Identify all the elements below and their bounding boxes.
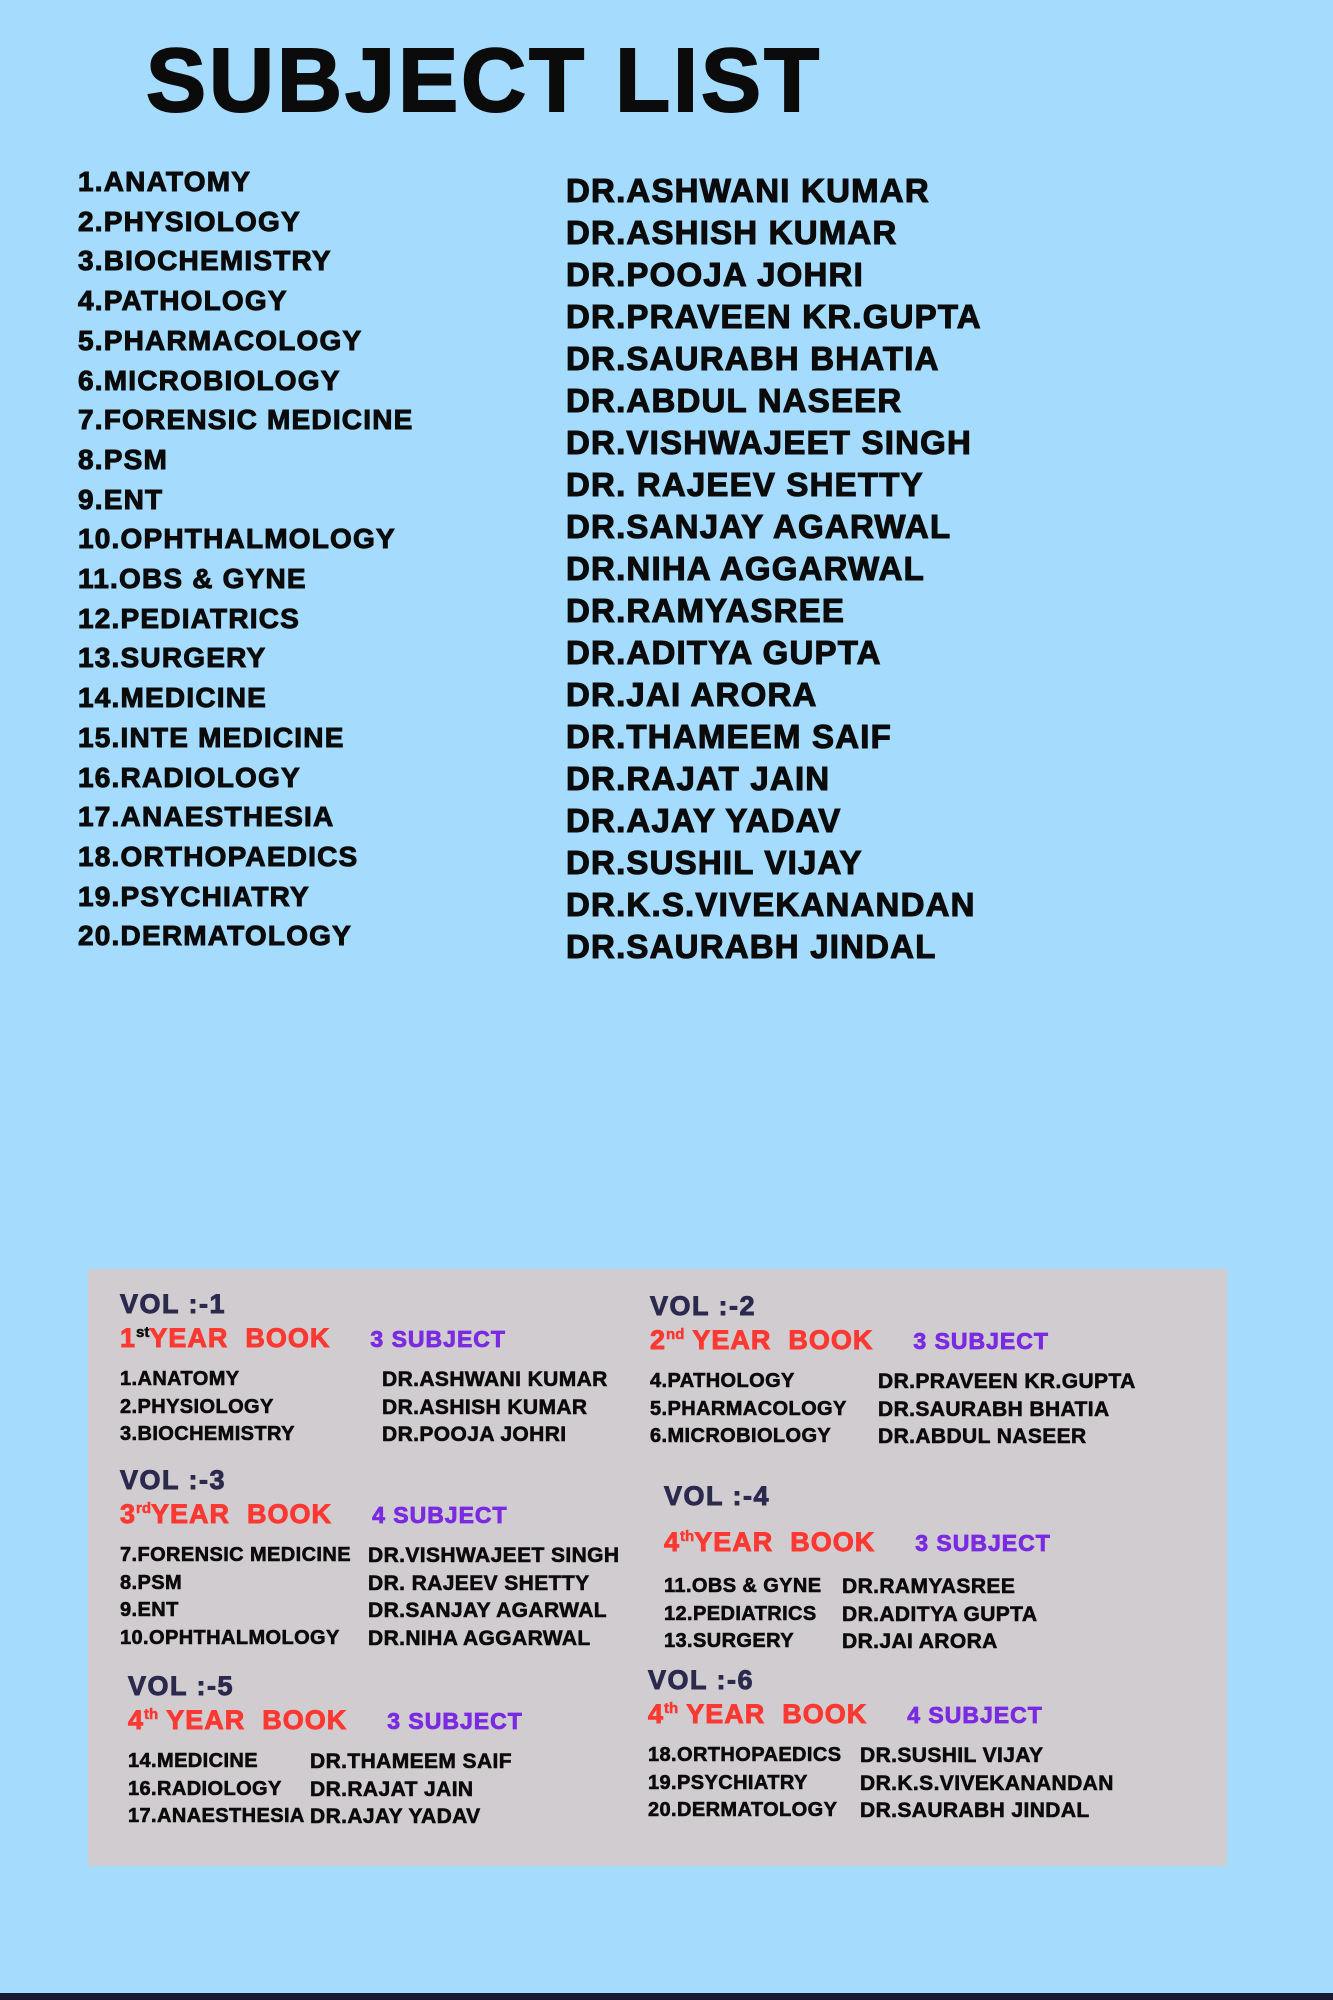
doctor-item: DR.AJAY YADAV <box>566 802 842 839</box>
volume-subject-item: 4.PATHOLOGY <box>650 1370 795 1392</box>
volume-subject-item: 2.PHYSIOLOGY <box>120 1395 274 1418</box>
volume-section <box>120 1289 608 1449</box>
volume-section <box>664 1481 1051 1656</box>
volume-subject-item: 20.DERMATOLOGY <box>648 1799 838 1821</box>
volume-section <box>650 1291 1136 1451</box>
subject-item: 5.PHARMACOLOGY <box>78 324 363 356</box>
volume-doctor-item: DR.ADITYA GUPTA <box>842 1602 1038 1626</box>
doctor-item: DR.NIHA AGGARWAL <box>566 550 925 587</box>
volume-doctor-list <box>860 1742 1114 1825</box>
volume-doctor-list <box>842 1573 1037 1656</box>
volume-year-line <box>120 1322 608 1359</box>
volume-doctor-item: DR.SAURABH BHATIA <box>878 1397 1110 1421</box>
volume-subject-item: 1.ANATOMY <box>120 1368 240 1390</box>
volume-subject-item: 19.PSYCHIATRY <box>648 1771 808 1794</box>
doctor-item: DR.ABDUL NASEER <box>566 382 903 419</box>
volume-doctor-item: DR.RAMYASREE <box>842 1575 1016 1598</box>
volume-label: VOL :-3 <box>120 1465 227 1495</box>
subject-item: 1.ANATOMY <box>78 166 252 197</box>
volume-subject-item: 5.PHARMACOLOGY <box>650 1397 847 1420</box>
year-ordinal-suffix: th <box>144 1706 159 1723</box>
volume-subject-item: 3.BIOCHEMISTRY <box>120 1423 295 1445</box>
subject-count-badge: 4 SUBJECT <box>372 1502 508 1528</box>
volume-section <box>128 1671 523 1831</box>
year-book-label: 4th YEAR BOOK <box>648 1699 868 1729</box>
volume-doctor-item: DR.VISHWAJEET SINGH <box>368 1544 620 1567</box>
volume-subject-item: 6.MICROBIOLOGY <box>650 1425 832 1447</box>
volume-doctor-item: DR.JAI ARORA <box>842 1630 998 1653</box>
volume-pairs <box>128 1748 523 1831</box>
volumes-panel <box>88 1269 1227 1866</box>
doctor-item: DR. RAJEEV SHETTY <box>566 466 924 503</box>
doctor-item: DR.POOJA JOHRI <box>566 256 864 293</box>
doctor-item: DR.SUSHIL VIJAY <box>566 844 863 881</box>
volume-label: VOL :-5 <box>128 1671 235 1701</box>
subject-item: 7.FORENSIC MEDICINE <box>78 404 414 436</box>
subject-item: 20.DERMATOLOGY <box>78 920 353 952</box>
volume-pairs <box>648 1742 1114 1825</box>
volume-year-line <box>664 1526 1051 1563</box>
volume-label: VOL :-2 <box>650 1291 757 1321</box>
doctor-list <box>566 170 982 968</box>
volume-subject-item: 8.PSM <box>120 1571 183 1594</box>
doctor-item: DR.ASHISH KUMAR <box>566 214 898 251</box>
subject-item: 13.SURGERY <box>78 642 267 674</box>
volume-doctor-list <box>878 1368 1136 1451</box>
subject-count-badge: 3 SUBJECT <box>387 1708 523 1734</box>
doctor-item: DR.SAURABH BHATIA <box>566 340 940 377</box>
volume-subject-item: 9.ENT <box>120 1599 179 1621</box>
volume-doctor-item: DR.POOJA JOHRI <box>382 1423 567 1446</box>
volume-doctor-item: DR.THAMEEM SAIF <box>310 1750 512 1773</box>
volume-subject-item: 7.FORENSIC MEDICINE <box>120 1544 351 1566</box>
volume-pairs <box>650 1368 1136 1451</box>
volume-doctor-item: DR. RAJEEV SHETTY <box>368 1571 590 1595</box>
volume-label: VOL :-1 <box>120 1289 227 1319</box>
volume-label: VOL :-4 <box>664 1481 771 1511</box>
subject-item: 6.MICROBIOLOGY <box>78 364 341 396</box>
volume-doctor-item: DR.ASHWANI KUMAR <box>382 1368 608 1391</box>
subject-item: 2.PHYSIOLOGY <box>78 205 301 237</box>
volume-subject-list <box>120 1366 382 1449</box>
volume-doctor-item: DR.AJAY YADAV <box>310 1805 481 1828</box>
volume-subject-item: 13.SURGERY <box>664 1630 794 1652</box>
subject-item: 10.OPHTHALMOLOGY <box>78 523 396 555</box>
volume-subject-item: 18.ORTHOPAEDICS <box>648 1744 842 1766</box>
year-ordinal-suffix: th <box>664 1700 679 1717</box>
volume-year-line <box>128 1704 523 1741</box>
subject-item: 8.PSM <box>78 443 169 475</box>
year-book-label: 4th YEAR BOOK <box>128 1705 348 1735</box>
doctor-item: DR.SAURABH JINDAL <box>566 928 937 965</box>
volume-section <box>648 1665 1114 1825</box>
volume-pairs <box>664 1573 1051 1656</box>
volume-subject-item: 17.ANAESTHESIA <box>128 1805 305 1827</box>
volume-year-line <box>650 1324 1136 1361</box>
volume-subject-item: 12.PEDIATRICS <box>664 1602 817 1625</box>
subject-item: 14.MEDICINE <box>78 682 268 714</box>
subject-item: 15.INTE MEDICINE <box>78 721 345 753</box>
year-book-label: 2nd YEAR BOOK <box>650 1325 874 1355</box>
doctor-item: DR.ASHWANI KUMAR <box>566 172 930 209</box>
subject-item: 9.ENT <box>78 483 164 515</box>
volume-doctor-item: DR.K.S.VIVEKANANDAN <box>860 1771 1114 1795</box>
volume-subject-item: 16.RADIOLOGY <box>128 1777 282 1800</box>
doctor-item: DR.PRAVEEN KR.GUPTA <box>566 298 982 335</box>
volume-doctor-item: DR.SAURABH JINDAL <box>860 1799 1090 1822</box>
volume-subject-list <box>120 1542 368 1652</box>
year-ordinal-suffix: th <box>680 1528 695 1545</box>
doctor-item: DR.K.S.VIVEKANANDAN <box>566 886 976 923</box>
subject-item: 18.ORTHOPAEDICS <box>78 840 359 872</box>
volume-subject-list <box>650 1368 878 1451</box>
subject-count-badge: 4 SUBJECT <box>907 1702 1043 1728</box>
doctor-item: DR.RAJAT JAIN <box>566 760 831 797</box>
subject-list <box>78 162 414 956</box>
subject-item: 16.RADIOLOGY <box>78 761 301 793</box>
subject-count-badge: 3 SUBJECT <box>915 1530 1051 1556</box>
subject-item: 4.PATHOLOGY <box>78 285 288 317</box>
volume-doctor-item: DR.ABDUL NASEER <box>878 1425 1087 1448</box>
volume-section <box>120 1465 619 1652</box>
volume-doctor-item: DR.SUSHIL VIJAY <box>860 1744 1044 1767</box>
year-ordinal-suffix: st <box>136 1324 150 1341</box>
doctor-item: DR.ADITYA GUPTA <box>566 634 882 671</box>
volume-subject-item: 14.MEDICINE <box>128 1750 258 1772</box>
volume-pairs <box>120 1542 619 1652</box>
bottom-bar <box>0 1993 1333 2000</box>
volume-doctor-item: DR.ASHISH KUMAR <box>382 1395 588 1419</box>
volume-subject-item: 11.OBS & GYNE <box>664 1575 822 1597</box>
year-book-label: 3rdYEAR BOOK <box>120 1499 333 1529</box>
volume-year-line <box>648 1698 1114 1735</box>
doctor-item: DR.VISHWAJEET SINGH <box>566 424 973 461</box>
subject-count-badge: 3 SUBJECT <box>913 1328 1049 1354</box>
volume-doctor-item: DR.SANJAY AGARWAL <box>368 1599 608 1622</box>
volume-subject-list <box>128 1748 310 1831</box>
volume-subject-list <box>648 1742 860 1825</box>
volume-doctor-item: DR.PRAVEEN KR.GUPTA <box>878 1370 1136 1393</box>
doctor-item: DR.JAI ARORA <box>566 676 818 713</box>
doctor-item: DR.SANJAY AGARWAL <box>566 508 952 545</box>
volume-pairs <box>120 1366 608 1449</box>
volume-doctor-list <box>310 1748 512 1831</box>
volume-label: VOL :-6 <box>648 1665 755 1695</box>
page-title: SUBJECT LIST <box>146 31 823 131</box>
volume-subject-list <box>664 1573 842 1656</box>
year-ordinal-suffix: nd <box>666 1326 685 1343</box>
volume-year-line <box>120 1498 619 1535</box>
volume-doctor-item: DR.NIHA AGGARWAL <box>368 1626 591 1650</box>
year-book-label: 4thYEAR BOOK <box>664 1527 876 1557</box>
volume-doctor-item: DR.RAJAT JAIN <box>310 1777 474 1801</box>
subject-item: 3.BIOCHEMISTRY <box>78 245 332 277</box>
subject-item: 19.PSYCHIATRY <box>78 880 310 912</box>
subject-item: 17.ANAESTHESIA <box>78 801 335 833</box>
volume-doctor-list <box>382 1366 608 1449</box>
subject-item: 11.OBS & GYNE <box>78 563 307 595</box>
volume-subject-item: 10.OPHTHALMOLOGY <box>120 1626 340 1649</box>
subject-item: 12.PEDIATRICS <box>78 602 301 634</box>
volume-doctor-list <box>368 1542 619 1652</box>
year-ordinal-suffix: rd <box>136 1500 152 1517</box>
doctor-item: DR.THAMEEM SAIF <box>566 718 892 755</box>
doctor-item: DR.RAMYASREE <box>566 592 846 629</box>
subject-count-badge: 3 SUBJECT <box>370 1326 506 1352</box>
year-book-label: 1stYEAR BOOK <box>120 1323 331 1353</box>
